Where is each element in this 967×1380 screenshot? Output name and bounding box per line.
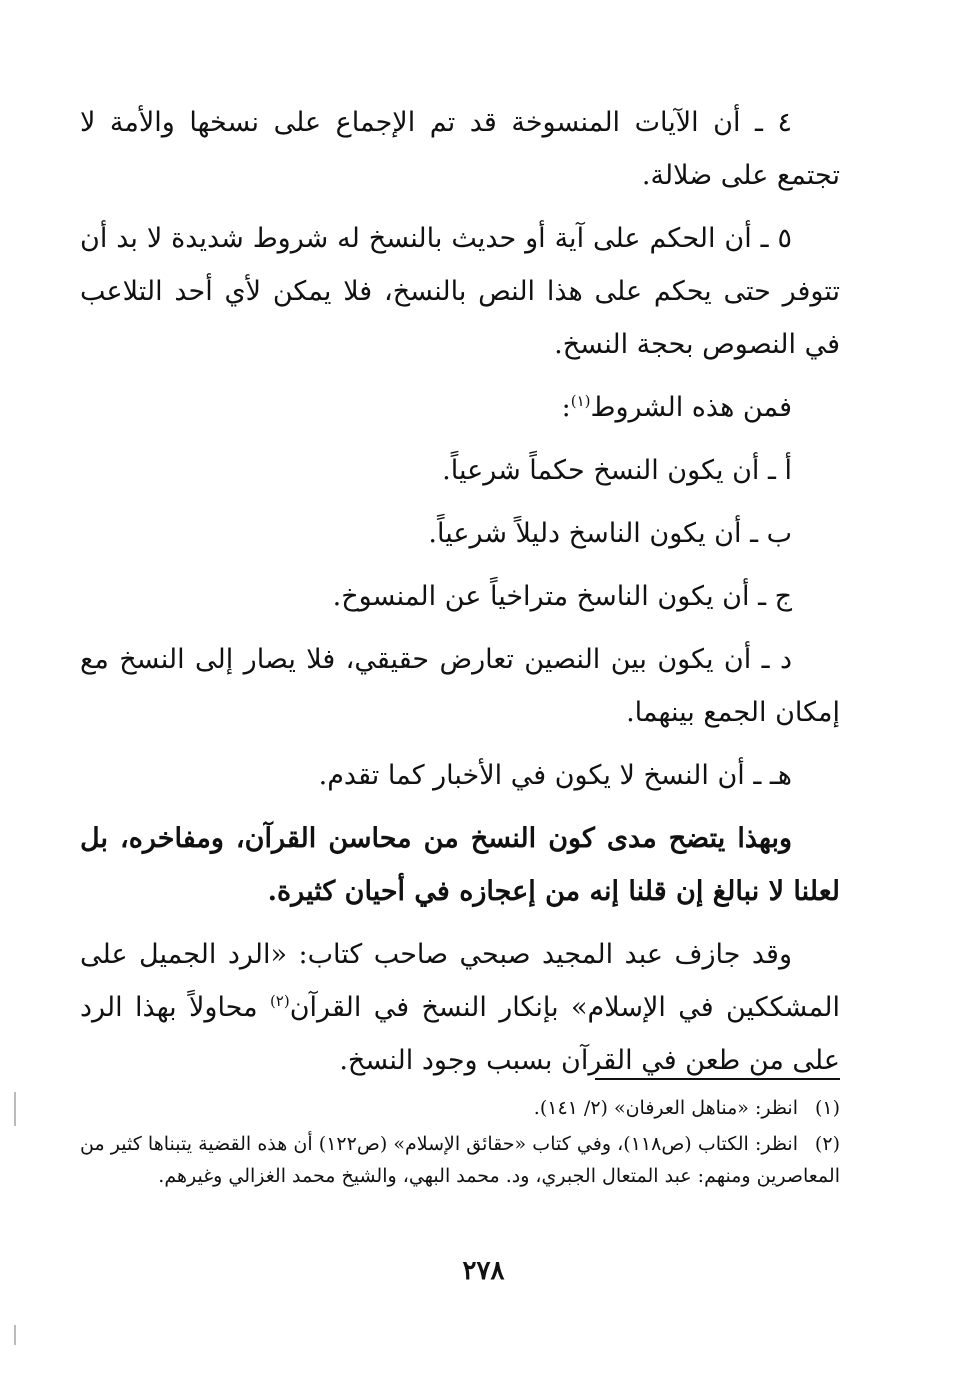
condition-b: ب ـ أن يكون الناسخ دليلاً شرعياً. bbox=[428, 518, 792, 549]
conditions-colon: : bbox=[561, 392, 571, 423]
condition-d: د ـ أن يكون بين النصين تعارض حقيقي، فلا يصار إلى النسخ مع إمكان الجمع بينهما. bbox=[80, 644, 840, 728]
condition-e: هـ ـ أن النسخ لا يكون في الأخبار كما تقدم. bbox=[318, 760, 792, 791]
footnotes bbox=[80, 1092, 840, 1196]
last-paragraph-text-b: محاولاً بهذا الرد على من طعن في القرآن بسبب وجود النسخ. bbox=[80, 992, 840, 1076]
conditions-intro bbox=[80, 381, 840, 434]
conditions-intro-text: فمن هذه الشروط bbox=[590, 392, 792, 423]
point-5: ٥ ـ أن الحكم على آية أو حديث بالنسخ له شروط شديدة لا بد أن تتوفر حتى يحكم على هذا النص بالنسخ، فلا يمكن لأي أحد التلاعب في النصوص بحجة النسخ. bbox=[80, 223, 840, 360]
footnote-ref-2: (٢) bbox=[269, 992, 290, 1010]
footnote-1 bbox=[80, 1092, 840, 1124]
condition-c: ج ـ أن يكون الناسخ متراخياً عن المنسوخ. bbox=[332, 581, 792, 612]
last-paragraph bbox=[80, 928, 840, 1087]
scan-margin-mark bbox=[14, 1325, 16, 1345]
footnote-1-text: انظر: «مناهل العرفان» (٢/ ١٤١). bbox=[533, 1097, 798, 1119]
footnote-2 bbox=[80, 1128, 840, 1192]
last-paragraph-text-a: وقد جازف عبد المجيد صبحي صاحب كتاب: «الرد الجميل على المشككين في الإسلام» بإنكار النسخ في القرآن bbox=[80, 939, 840, 1023]
point-4: ٤ ـ أن الآيات المنسوخة قد تم الإجماع على نسخها والأمة لا تجتمع على ضلالة. bbox=[80, 107, 840, 191]
footnote-separator bbox=[595, 1078, 840, 1080]
page-number: ٢٧٨ bbox=[462, 1256, 505, 1286]
footnote-2-text: انظر: الكتاب (ص١١٨)، وفي كتاب «حقائق الإسلام» (ص١٢٢) أن هذه القضية يتبناها كثير من المعاصرين ومنهم: عبد المتعال الجبري، ود. محمد البهي، والشيخ محمد الغزالي وغيرهم. bbox=[80, 1133, 840, 1187]
footnote-1-number: (١) bbox=[814, 1097, 840, 1119]
scan-margin-mark bbox=[14, 1092, 16, 1126]
main-text bbox=[80, 96, 840, 1087]
conclusion-paragraph: وبهذا يتضح مدى كون النسخ من محاسن القرآن، ومفاخره، بل لعلنا لا نبالغ إن قلنا إنه من إعجازه في أحيان كثيرة. bbox=[80, 823, 840, 907]
footnote-2-number: (٢) bbox=[814, 1133, 840, 1155]
footnote-ref-1: (١) bbox=[570, 392, 591, 410]
condition-a: أ ـ أن يكون النسخ حكماً شرعياً. bbox=[442, 455, 792, 486]
